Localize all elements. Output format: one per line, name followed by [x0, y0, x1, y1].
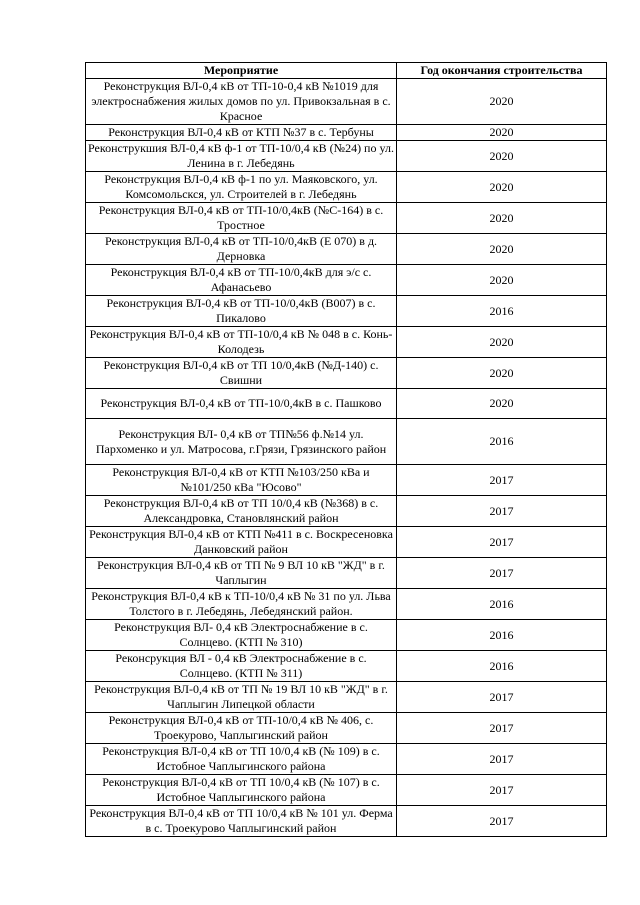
year-cell: 2017 — [397, 713, 607, 744]
year-cell: 2016 — [397, 620, 607, 651]
year-cell: 2020 — [397, 125, 607, 141]
event-cell: Реконструкция ВЛ-0,4 кВ от ТП-10/0,4 кВ № 406, с. Троекурово, Чаплыгинский район — [86, 713, 397, 744]
table-row — [86, 496, 607, 527]
table-row — [86, 806, 607, 837]
year-cell: 2017 — [397, 682, 607, 713]
event-cell: Реконструкция ВЛ-0,4 кВ к ТП-10/0,4 кВ № 31 по ул. Льва Толстого в г. Лебедянь, Лебедянский район. — [86, 589, 397, 620]
event-cell: Реконструкция ВЛ-0,4 кВ от ТП-10/0,4кВ для э/с с. Афанасьево — [86, 265, 397, 296]
event-cell: Реконструкция ВЛ- 0,4 кВ Электроснабжение в с. Солнцево. (КТП № 310) — [86, 620, 397, 651]
year-cell: 2020 — [397, 172, 607, 203]
event-cell: Реконструкция ВЛ-0,4 кВ от КТП №103/250 кВа и №101/250 кВа "Юсово" — [86, 465, 397, 496]
table-row — [86, 79, 607, 125]
event-cell: Реконструкция ВЛ-0,4 кВ от ТП-10-0,4 кВ №1019 для электроснабжения жилых домов по ул. Привокзальная в с. Красное — [86, 79, 397, 125]
event-cell: Реконструкция ВЛ-0,4 кВ от ТП № 9 ВЛ 10 кВ "ЖД" в г. Чаплыгин — [86, 558, 397, 589]
table-row — [86, 265, 607, 296]
table-row — [86, 744, 607, 775]
year-cell: 2017 — [397, 806, 607, 837]
year-cell: 2020 — [397, 141, 607, 172]
event-cell: Реконструкция ВЛ-0,4 кВ от ТП-10/0,4 кВ № 048 в с. Конь-Колодезь — [86, 327, 397, 358]
event-cell: Реконструкция ВЛ-0,4 кВ ф-1 по ул. Маяковского, ул. Комсомольскся, ул. Строителей в г. Лебедянь — [86, 172, 397, 203]
event-cell: Реконструкция ВЛ-0,4 кВ от ТП № 19 ВЛ 10 кВ "ЖД" в г. Чаплыгин Липецкой области — [86, 682, 397, 713]
event-cell: Реконструкция ВЛ-0,4 кВ от КТП №37 в с. Тербуны — [86, 125, 397, 141]
year-cell: 2017 — [397, 465, 607, 496]
table-row — [86, 651, 607, 682]
table-row — [86, 527, 607, 558]
event-cell: Реконструкция ВЛ-0,4 кВ от ТП 10/0,4 кВ № 101 ул. Ферма в с. Троекурово Чаплыгинский район — [86, 806, 397, 837]
event-cell: Реконструкшия ВЛ-0,4 кВ ф-1 от ТП-10/0,4 кВ (№24) по ул. Ленина в г. Лебедянь — [86, 141, 397, 172]
table-header-row — [86, 63, 607, 79]
year-cell: 2020 — [397, 234, 607, 265]
year-cell: 2020 — [397, 265, 607, 296]
table-row — [86, 620, 607, 651]
year-cell: 2020 — [397, 358, 607, 389]
event-cell: Реконструкция ВЛ-0,4 кВ от ТП-10/0,4кВ (№С-164) в с. Тростное — [86, 203, 397, 234]
table-row — [86, 327, 607, 358]
event-cell: Реконструкция ВЛ-0,4 кВ от ТП 10/0,4 кВ (№ 107) в с. Истобное Чаплыгинского района — [86, 775, 397, 806]
year-cell: 2017 — [397, 527, 607, 558]
column-header-event: Мероприятие — [86, 63, 397, 79]
table-row — [86, 141, 607, 172]
year-cell: 2016 — [397, 589, 607, 620]
table-row — [86, 682, 607, 713]
year-cell: 2017 — [397, 496, 607, 527]
event-cell: Реконструкция ВЛ-0,4 кВ от ТП-10/0,4кВ (В007) в с. Пикалово — [86, 296, 397, 327]
table-row — [86, 234, 607, 265]
table-row — [86, 589, 607, 620]
table-row — [86, 558, 607, 589]
year-cell: 2016 — [397, 651, 607, 682]
year-cell: 2020 — [397, 389, 607, 419]
table-row — [86, 465, 607, 496]
year-cell: 2020 — [397, 203, 607, 234]
table-row — [86, 389, 607, 419]
table-row — [86, 172, 607, 203]
table-row — [86, 296, 607, 327]
year-cell: 2017 — [397, 775, 607, 806]
event-cell: Реконструкция ВЛ-0,4 кВ от ТП 10/0,4 кВ (№368) в с. Александровка, Становлянский район — [86, 496, 397, 527]
event-cell: Реконсрукция ВЛ - 0,4 кВ Электроснабжение в с. Солнцево. (КТП № 311) — [86, 651, 397, 682]
year-cell: 2017 — [397, 558, 607, 589]
table-row — [86, 203, 607, 234]
table-row — [86, 775, 607, 806]
construction-schedule-table — [85, 62, 607, 837]
year-cell: 2020 — [397, 327, 607, 358]
event-cell: Реконструкция ВЛ-0,4 кВ от КТП №411 в с. Воскресеновка Данковский район — [86, 527, 397, 558]
event-cell: Реконструкция ВЛ-0,4 кВ от ТП-10/0,4кВ в с. Пашково — [86, 389, 397, 419]
table-row — [86, 125, 607, 141]
event-cell: Реконструкция ВЛ-0,4 кВ от ТП 10/0,4 кВ (№ 109) в с. Истобное Чаплыгинского района — [86, 744, 397, 775]
year-cell: 2016 — [397, 296, 607, 327]
event-cell: Реконструкция ВЛ-0,4 кВ от ТП 10/0,4кВ (№Д-140) с. Свишни — [86, 358, 397, 389]
year-cell: 2016 — [397, 419, 607, 465]
year-cell: 2017 — [397, 744, 607, 775]
table-row — [86, 358, 607, 389]
table-row — [86, 419, 607, 465]
year-cell: 2020 — [397, 79, 607, 125]
event-cell: Реконструкция ВЛ- 0,4 кВ от ТП№56 ф.№14 ул. Пархоменко и ул. Матросова, г.Грязи, Грязинского район — [86, 419, 397, 465]
table-row — [86, 713, 607, 744]
event-cell: Реконструкция ВЛ-0,4 кВ от ТП-10/0,4кВ (Е 070) в д. Дерновка — [86, 234, 397, 265]
column-header-year: Год окончания строительства — [397, 63, 607, 79]
